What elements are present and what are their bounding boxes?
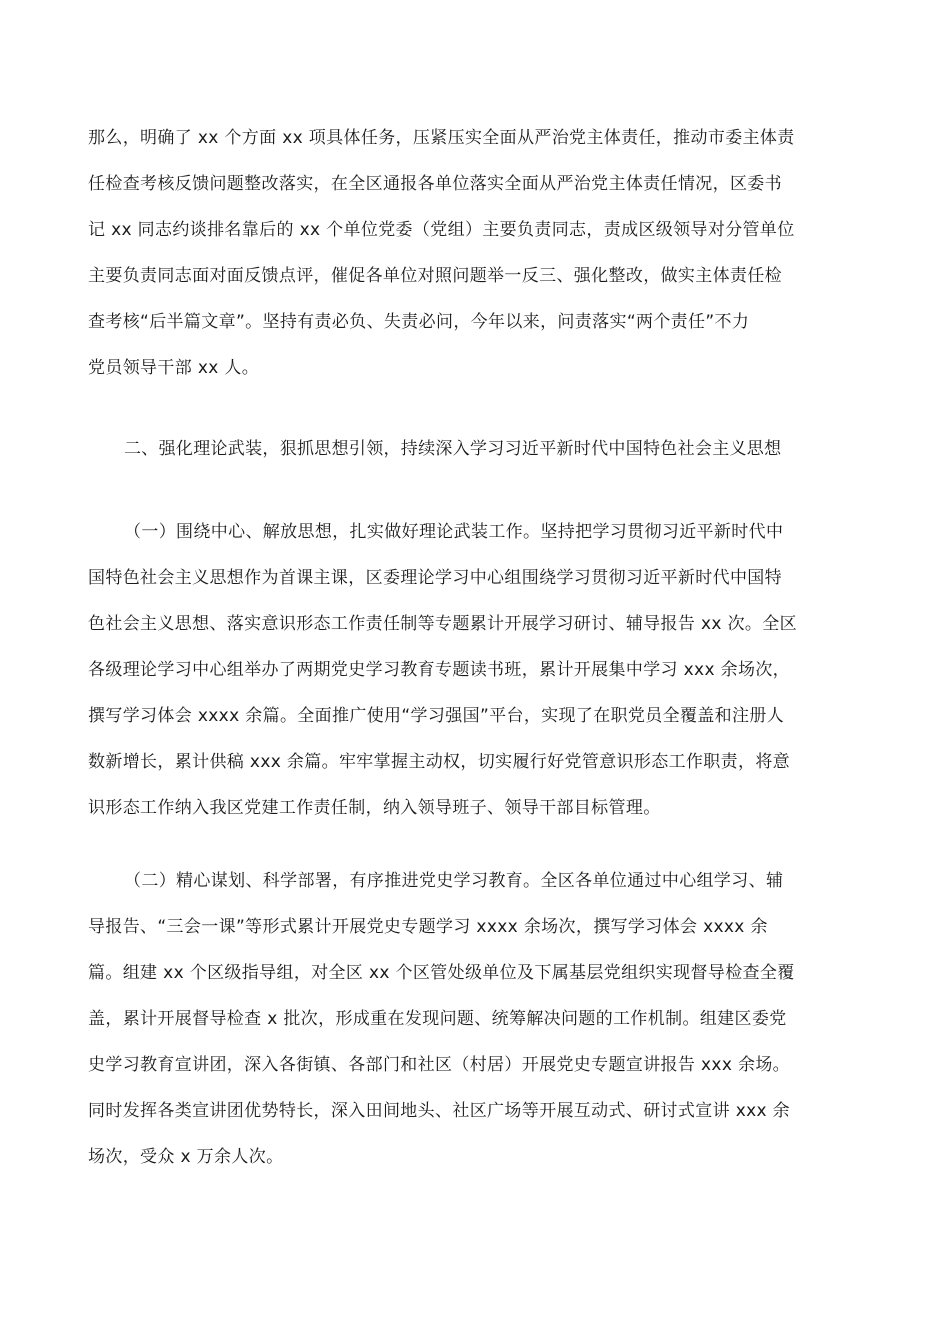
text-line: 篇。组建 xx 个区级指导组，对全区 xx 个区管处级单位及下属基层党组织实现督导检查全覆 [88,963,795,983]
text-line: 国特色社会主义思想作为首课主课，区委理论学习中心组围绕学习贯彻习近平新时代中国特 [88,568,782,588]
text-line: 撰写学习体会 xxxx 余篇。全面推广使用“学习强国”平台，实现了在职党员全覆盖和注册人 [88,706,785,726]
text-line: 导报告、“三会一课”等形式累计开展党史专题学习 xxxx 余场次，撰写学习体会 xxxx 余 [88,917,768,937]
text-line: 记 xx 同志约谈排名靠后的 xx 个单位党委（党组）主要负责同志，责成区级领导对分管单位 [88,220,795,240]
text-line: 查考核“后半篇文章”。坚持有责必负、失责必问，今年以来，问责落实“两个责任”不力 [88,312,750,332]
section-heading: 二、强化理论武装，狠抓思想引领，持续深入学习习近平新时代中国特色社会主义思想 [124,439,782,459]
text-line: 任检查考核反馈问题整改落实，在全区通报各单位落实全面从严治党主体责任情况，区委书 [88,174,782,194]
text-line: 党员领导干部 xx 人。 [88,358,260,378]
text-line: 各级理论学习中心组举办了两期党史学习教育专题读书班，累计开展集中学习 xxx 余场次， [88,660,791,680]
text-line: 同时发挥各类宣讲团优势特长，深入田间地头、社区广场等开展互动式、研讨式宣讲 xxx 余 [88,1101,791,1121]
text-line: 主要负责同志面对面反馈点评，催促各单位对照问题举一反三、强化整改，做实主体责任检 [88,266,782,286]
text-line: （一）围绕中心、解放思想，扎实做好理论武装工作。坚持把学习贯彻习近平新时代中 [124,522,784,542]
text-line: 史学习教育宣讲团，深入各街镇、各部门和社区（村居）开展党史专题宣讲报告 xxx 余场。 [88,1055,791,1075]
text-line: 场次，受众 x 万余人次。 [88,1147,284,1167]
text-line: （二）精心谋划、科学部署，有序推进党史学习教育。全区各单位通过中心组学习、辅 [124,871,784,891]
text-line: 盖，累计开展督导检查 x 批次，形成重在发现问题、统筹解决问题的工作机制。组建区委党 [88,1009,787,1029]
text-line: 数新增长，累计供稿 xxx 余篇。牢牢掌握主动权，切实履行好党管意识形态工作职责，将意 [88,752,791,772]
text-line: 识形态工作纳入我区党建工作责任制，纳入领导班子、领导干部目标管理。 [88,798,661,818]
text-line: 色社会主义思想、落实意识形态工作责任制等专题累计开展学习研讨、辅导报告 xx 次。全区 [88,614,797,634]
text-line: 那么，明确了 xx 个方面 xx 项具体任务，压紧压实全面从严治党主体责任，推动市委主体责 [88,128,795,148]
